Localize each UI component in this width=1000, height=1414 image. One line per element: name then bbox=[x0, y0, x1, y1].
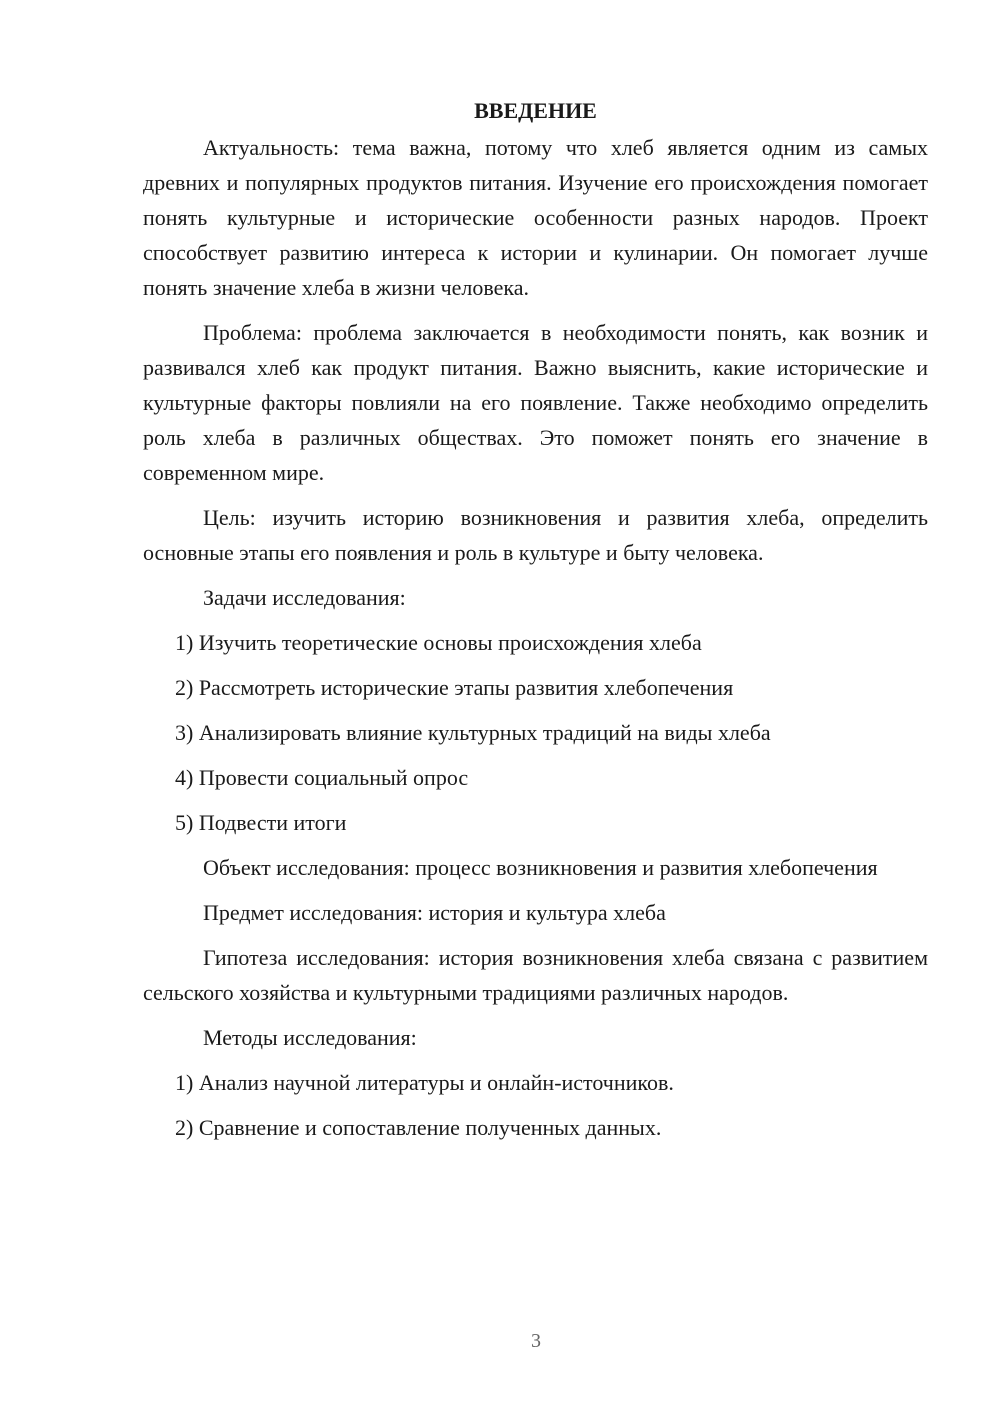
problem-paragraph: Проблема: проблема заключается в необходимости понять, как возник и развивался хлеб как продукт питания. Важно выяснить, какие исторические и культурные факторы повлияли на его появление. Также необходимо определить роль хлеба в различных обществах. Это поможет понять его значение в современном мире. bbox=[143, 320, 928, 485]
subject-paragraph: Предмет исследования: история и культура хлеба bbox=[203, 900, 666, 925]
list-item: 1) Анализ научной литературы и онлайн-источников. bbox=[175, 1070, 674, 1095]
page-number: 3 bbox=[531, 1330, 541, 1352]
list-item: 5) Подвести итоги bbox=[175, 810, 347, 835]
object-paragraph: Объект исследования: процесс возникновения и развития хлебопечения bbox=[203, 855, 878, 880]
methods-heading: Методы исследования: bbox=[203, 1025, 417, 1050]
document-page bbox=[143, 92, 928, 1155]
list-item: 2) Рассмотреть исторические этапы развития хлебопечения bbox=[175, 675, 734, 700]
page-title: ВВЕДЕНИЕ bbox=[474, 98, 597, 123]
list-item: 3) Анализировать влияние культурных традиций на виды хлеба bbox=[175, 720, 771, 745]
hypothesis-paragraph: Гипотеза исследования: история возникновения хлеба связана с развитием сельского хозяйства и культурными традициями различных народов. bbox=[143, 945, 928, 1005]
tasks-list bbox=[143, 625, 928, 840]
methods-list bbox=[143, 1065, 928, 1145]
relevance-paragraph: Актуальность: тема важна, потому что хлеб является одним из самых древних и популярных продуктов питания. Изучение его происхождения помогает понять культурные и исторические особенности разных народов. Проект способствует развитию интереса к истории и кулинарии. Он помогает лучше понять значение хлеба в жизни человека. bbox=[143, 135, 928, 300]
list-item: 4) Провести социальный опрос bbox=[175, 765, 469, 790]
goal-paragraph: Цель: изучить историю возникновения и развития хлеба, определить основные этапы его появления и роль в культуре и быту человека. bbox=[143, 505, 928, 565]
list-item: 1) Изучить теоретические основы происхождения хлеба bbox=[175, 630, 702, 655]
tasks-heading: Задачи исследования: bbox=[203, 585, 406, 610]
list-item: 2) Сравнение и сопоставление полученных данных. bbox=[175, 1115, 662, 1140]
